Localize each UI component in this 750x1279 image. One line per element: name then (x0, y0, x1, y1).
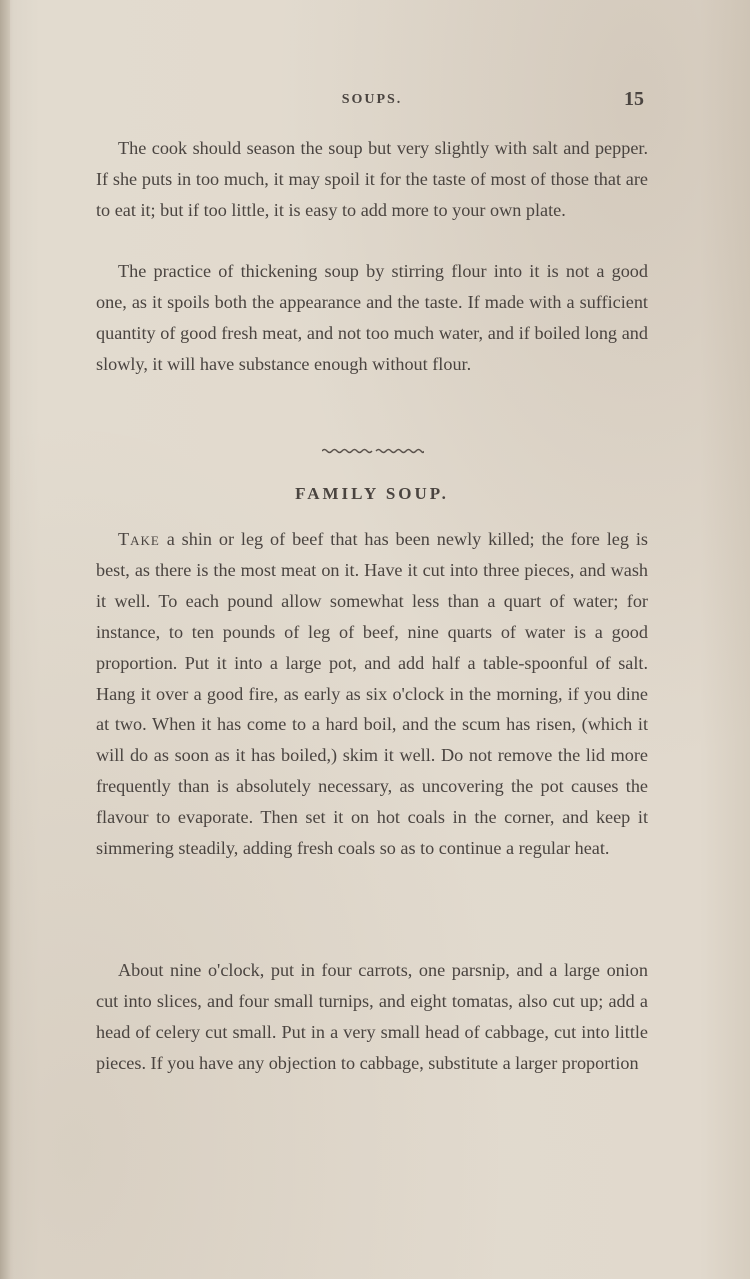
page-number: 15 (624, 88, 644, 110)
paragraph-vegetables: About nine o'clock, put in four carrots, one parsnip, and a large onion cut into slices, and four small turnips, and eight tomatas, also cut up; add a head of celery cut small. Put in a very small head of cabbage, cut into little pieces. If you have any objection to cabbage, substitute a larger proportion (96, 960, 648, 1073)
running-title: SOUPS. (341, 92, 403, 107)
paragraph-seasoning: The cook should season the soup but very slightly with salt and pepper. If she puts in too much, it may spoil it for the taste of most of those that are to eat it; but if too little, it is easy to add more to your own plate. (96, 138, 648, 220)
running-head (96, 88, 648, 116)
page-binding-edge (0, 0, 10, 1279)
ornamental-divider (322, 446, 424, 456)
paragraph-thickening: The practice of thickening soup by stirring flour into it is not a good one, as it spoils both the appearance and the taste. If made with a sufficient quantity of good fresh meat, and not too much water, and if boiled long and slowly, it will have substance enough without flour. (96, 261, 648, 374)
lead-word: Take (118, 529, 160, 549)
section-title: FAMILY SOUP. (295, 484, 449, 503)
paragraph-family-soup-method (96, 524, 648, 864)
paragraph-family-soup-text: a shin or leg of beef that has been newly killed; the fore leg is best, as there is the most meat on it. Have it cut into three pieces, and wash it well. To each pound allow somewhat less than a quart of water; for instance, to ten pounds of leg of beef, nine quarts of water is a good proportion. Put it into a large pot, and add half a table-spoonful of salt. Hang it over a good fire, as early as six o'clock in the morning, if you dine at two. When it has come to a hard boil, and the scum has risen, (which it will do as soon as it has boiled,) skim it well. Do not remove the lid more frequently than is absolutely necessary, as uncovering the pot causes the flavour to evaporate. Then set it on hot coals in the corner, and keep it simmering steadily, adding fresh coals so as to continue a regular heat. (96, 529, 648, 859)
